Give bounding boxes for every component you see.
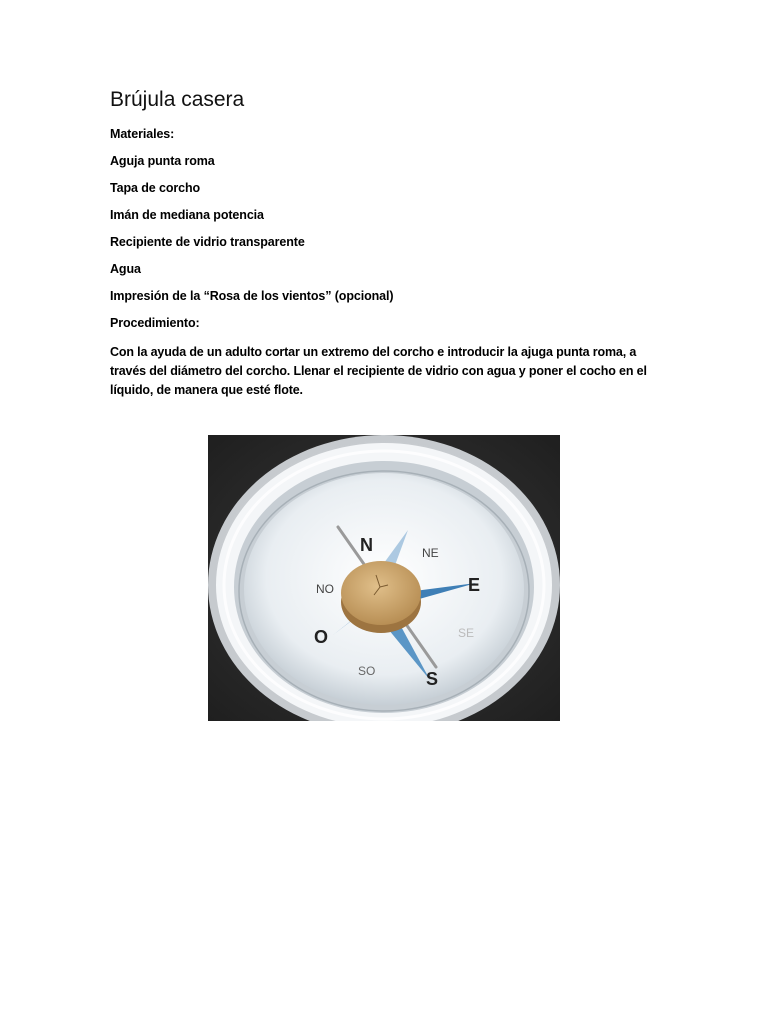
- material-item: Impresión de la “Rosa de los vientos” (opcional): [110, 289, 394, 303]
- procedure-text: Con la ayuda de un adulto cortar un extremo del corcho e introducir la ajuga punta roma, a través del diámetro del corcho. Llenar el recipiente de vidrio con agua y poner el cocho en el líquido, de manera que esté flote.: [110, 345, 647, 397]
- material-item: Tapa de corcho: [110, 181, 201, 195]
- compass-label-ne: NE: [422, 546, 439, 560]
- material-item: Aguja punta roma: [110, 154, 215, 168]
- compass-photo: [208, 435, 560, 721]
- page-title: Brújula casera: [110, 88, 245, 111]
- compass-label-n: N: [360, 535, 373, 555]
- material-item: Agua: [110, 262, 141, 276]
- compass-label-so: SO: [358, 664, 376, 678]
- compass-photo-illustration: [208, 435, 560, 721]
- compass-label-e: E: [468, 575, 481, 595]
- compass-label-se: SE: [458, 626, 475, 640]
- compass-label-s: S: [426, 669, 439, 689]
- compass-label-o: O: [314, 627, 329, 647]
- cork-shape: [341, 561, 421, 625]
- document-page: [110, 86, 650, 400]
- materials-heading: Materiales:: [110, 127, 175, 141]
- procedure-heading: Procedimiento:: [110, 316, 200, 330]
- compass-label-no: NO: [316, 582, 334, 596]
- material-item: Imán de mediana potencia: [110, 208, 264, 222]
- material-item: Recipiente de vidrio transparente: [110, 235, 305, 249]
